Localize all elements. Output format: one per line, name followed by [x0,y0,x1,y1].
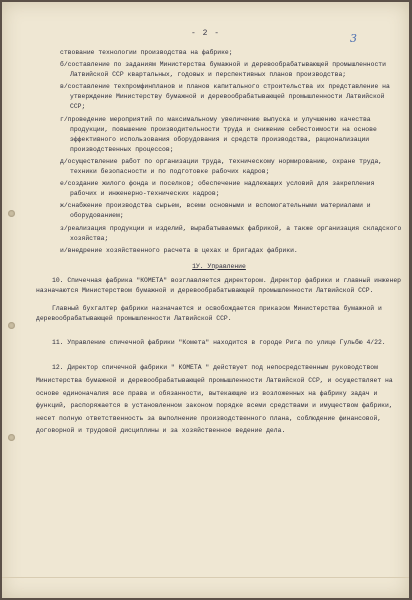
document-body [36,48,402,438]
section-heading: 1У. Управление [192,262,246,270]
list-item: з/реализация продукции и изделий, вырабатываемых фабрикой, а также организация складского хозяйства; [60,224,402,242]
list-item: е/создание жилого фонда и поселков; обеспечение надлежащих условий для закрепления рабочих и инженерно-технических кадров; [60,180,375,198]
paragraph: 12. Директор спичечной фабрики " КОМЕТА " действует под непосредственным руководством Министерства бумажной и деревообрабатывающей промышленности Латвийской ССР, и осуществляет на основе единоначалия все права и обязанности, вытекающие из возложенных на фабрику задач и функций, распоряжается в установленном законом порядке всеми средствами и имуществом фабрики, несет полную ответственность за выполнение производственного плана, соблюдение финансовой, договорной и трудовой дисциплины и за хозяйственное ведение дела. [36,364,393,435]
list-item: ствование технологии производства на фабрике; [60,49,233,56]
page-number: - 2 - [190,29,220,38]
paragraph: 10. Спичечная фабрика "КОМЕТА" возглавляется директором. Директор фабрики и главный инженер назначаются Министерством бумажной и деревообрабатывающей промышленности Латвийской ССР. [36,276,401,294]
page-fold-line [2,577,409,578]
list-item: д/осуществление работ по организации труда, техническому нормированию, охране труда, техники безопасности и по подготовке рабочих кадров; [60,157,383,176]
paragraph: 11. Управление спичечной фабрики "Комета" находится в городе Рига по улице Гульбю 4/22. [52,339,386,347]
binding-holes [8,2,16,598]
binding-hole [8,210,15,217]
list-item: ж/снабжение производства сырьем, всеми основными и вспомогательными материалами и оборудованием; [60,202,371,220]
list-item: и/внедрение хозяйственного расчета в цехах и бригадах фабрики. [60,246,298,254]
binding-hole [8,434,15,441]
list-item: б/составление по заданиям Министерства бумажной и деревообрабатывающей промышленности Латвийской ССР квартальных, годовых и перспективных планов производства; [60,61,386,79]
list-item: в/составление техпромфинпланов и планов капитального строительства их представление на утверждение Министерству бумажной и деревообрабатывающей промышленности Латвийской ССР; [60,83,390,111]
binding-hole [8,322,15,329]
list-item: г/проведение мероприятий по максимальному увеличению выпуска и улучшению качества продукции, повышение производительности труда и снижение себестоимости на основе эффективного использования оборудования и средств производства, рационализации производственных процессов; [60,115,377,153]
paragraph: Главный бухгалтер фабрики назначается и освобождается приказом Министерства бумажной и деревообрабатывающей промышленности Латвийской ССР. [36,305,382,323]
document-page [2,2,409,598]
handwritten-page-mark: 3 [350,32,357,45]
